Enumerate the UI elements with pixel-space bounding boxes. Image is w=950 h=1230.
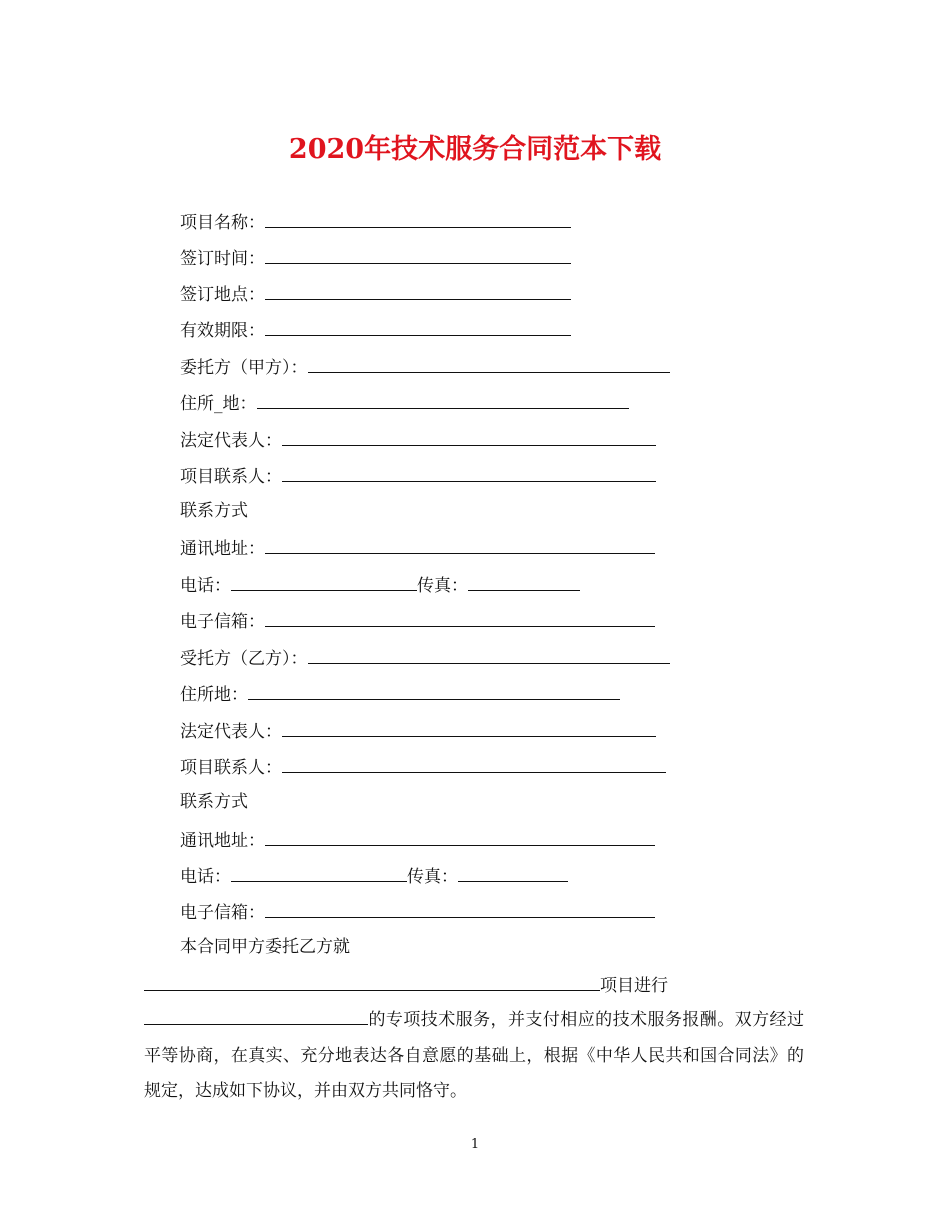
party-b-mail-address-row [180,827,655,851]
party-a-contact-person-label: 项目联系人： [180,467,282,487]
sign-place-label: 签订地点： [180,285,265,305]
project-line-row [144,972,668,996]
party-a-legal-rep-blank [282,427,656,446]
party-b-mail-address-label: 通讯地址： [180,831,265,851]
service-text: 的专项技术服务，并支付相应的技术服务报酬。双方经过平等协商，在真实、充分地表达各自意愿的基础上，根据《中华人民共和国合同法》的规定，达成如下协议，并由双方共同恪守。 [144,1010,804,1101]
project-name-label: 项目名称： [180,213,265,233]
sign-place-row [180,281,571,305]
sign-time-row [180,245,571,269]
party-a-legal-rep-row [180,427,656,451]
party-a-fax-label: 传真： [417,576,468,596]
intro-text: 本合同甲方委托乙方就 [180,937,350,957]
valid-period-row [180,317,571,341]
party-a-contact-heading-row [180,499,248,523]
party-a-legal-rep-label: 法定代表人： [180,431,282,451]
party-a-name-blank [308,354,670,373]
party-a-address-blank [257,390,629,409]
party-a-contact-heading: 联系方式 [180,501,248,521]
sign-time-blank [265,245,571,264]
party-a-email-row [180,608,655,632]
party-b-email-blank [265,899,655,918]
party-b-email-label: 电子信箱： [180,903,265,923]
party-a-mail-address-blank [265,535,655,554]
party-b-phone-blank [231,863,407,882]
party-a-address-label: 住所_地： [180,394,257,414]
party-b-contact-heading: 联系方式 [180,792,248,812]
sign-time-label: 签订时间： [180,249,265,269]
page-number: 1 [470,1137,480,1152]
valid-period-label: 有效期限： [180,321,265,341]
party-b-mail-address-blank [265,827,655,846]
project-name-row [180,209,571,233]
party-b-address-row [180,681,620,705]
party-a-mail-address-label: 通讯地址： [180,539,265,559]
sign-place-blank [265,281,571,300]
party-b-heading-row [180,645,670,669]
party-a-fax-blank [468,572,580,591]
party-b-address-label: 住所地： [180,685,248,705]
party-b-contact-person-label: 项目联系人： [180,758,282,778]
party-a-address-row [180,390,629,414]
party-b-email-row [180,899,655,923]
party-a-mail-address-row [180,535,655,559]
party-b-address-blank [248,681,620,700]
project-name-blank [265,209,571,228]
service-paragraph [144,1003,804,1110]
party-a-email-label: 电子信箱： [180,612,265,632]
party-a-heading: 委托方（甲方）： [180,358,308,378]
party-b-legal-rep-label: 法定代表人： [180,722,282,742]
party-b-contact-heading-row [180,790,248,814]
valid-period-blank [265,317,571,336]
service-project-blank [144,972,600,991]
document-title: 2020年技术服务合同范本下载 [288,134,662,165]
party-b-legal-rep-row [180,718,656,742]
party-b-contact-person-row [180,754,666,778]
service-content-blank [144,1006,368,1025]
party-a-phone-blank [231,572,417,591]
party-b-phone-label: 电话： [180,867,231,887]
party-b-fax-label: 传真： [407,867,458,887]
party-a-phone-label: 电话： [180,576,231,596]
party-a-contact-person-blank [282,463,656,482]
party-b-fax-blank [458,863,568,882]
party-b-phone-row [180,863,568,887]
party-b-name-blank [308,645,670,664]
intro-row [180,935,350,959]
party-b-heading: 受托方（乙方）： [180,649,308,669]
party-a-email-blank [265,608,655,627]
party-b-contact-person-blank [282,754,666,773]
party-a-heading-row [180,354,670,378]
party-b-legal-rep-blank [282,718,656,737]
party-a-phone-row [180,572,580,596]
party-a-contact-person-row [180,463,656,487]
project-suffix-text: 项目进行 [600,976,668,996]
